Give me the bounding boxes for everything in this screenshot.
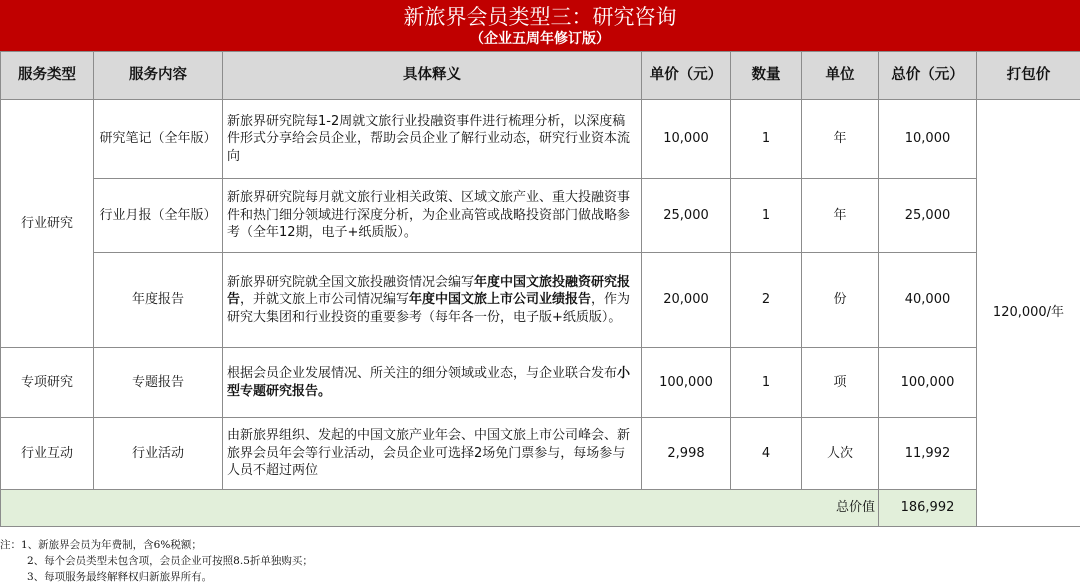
group-industry-research: 行业研究 — [1, 100, 94, 348]
unit-price: 2,998 — [642, 418, 731, 490]
header-quantity: 数量 — [731, 52, 802, 100]
total-price: 10,000 — [879, 100, 977, 179]
footnote-3: 3、每项服务最终解释权归新旅界所有。 — [27, 571, 213, 583]
desc-text: ，并就文旅上市公司情况编写 — [240, 292, 410, 308]
unit: 人次 — [802, 418, 879, 490]
footnotes — [0, 537, 1080, 585]
header-description: 具体释义 — [223, 52, 642, 100]
total-value-label: 总价值 — [1, 490, 879, 527]
service-description: 新旅界研究院每1-2周就文旅行业投融资事件进行梳理分析，以深度稿件形式分享给会员企业，帮助会员企业了解行业动态，研究行业资本流向 — [223, 100, 642, 179]
desc-text: 根据会员企业发展情况、所关注的细分领域或业态，与企业联合发布 — [227, 366, 618, 381]
desc-bold-report-title: 年度中国文旅上市公司业绩报告 — [409, 292, 592, 308]
quantity: 1 — [731, 348, 802, 418]
membership-table — [0, 51, 1080, 527]
package-price: 120,000/年 — [977, 100, 1080, 527]
table-row — [1, 348, 1080, 418]
header-package-price: 打包价 — [977, 52, 1080, 100]
service-content: 年度报告 — [94, 253, 223, 348]
service-description: 新旅界研究院每月就文旅行业相关政策、区域文旅产业、重大投融资事件和热门细分领域进行深度分析，为企业高管或战略投资部门做战略参考（全年12期，电子+纸质版）。 — [223, 179, 642, 253]
group-industry-interaction: 行业互动 — [1, 418, 94, 490]
unit-price: 25,000 — [642, 179, 731, 253]
footnote-1: 注：1、新旅界会员为年费制，含6%税额； — [0, 539, 202, 551]
footnote-2: 2、每个会员类型未包含项，会员企业可按照8.5折单独购买； — [27, 555, 313, 567]
unit-price: 100,000 — [642, 348, 731, 418]
total-value: 186,992 — [879, 490, 977, 527]
desc-bold-report-title: 年度中国文旅投融资研究报告 — [227, 274, 631, 308]
service-content: 专题报告 — [94, 348, 223, 418]
service-description: 由新旅界组织、发起的中国文旅产业年会、中国文旅上市公司峰会、新旅界会员年会等行业活动，会员企业可选择2场免门票参与，每场参与人员不超过两位 — [223, 418, 642, 490]
header-service-content: 服务内容 — [94, 52, 223, 100]
header-total-price: 总价（元） — [879, 52, 977, 100]
title-bar — [0, 0, 1080, 51]
header-unit-price: 单价（元） — [642, 52, 731, 100]
page-subtitle: （企业五周年修订版） — [470, 31, 610, 47]
header-unit: 单位 — [802, 52, 879, 100]
table-row — [1, 418, 1080, 490]
unit-price: 10,000 — [642, 100, 731, 179]
group-special-research: 专项研究 — [1, 348, 94, 418]
desc-bold-report-title: 小型专题研究报告。 — [227, 366, 631, 399]
quantity: 1 — [731, 100, 802, 179]
page-title: 新旅界会员类型三：研究咨询 — [403, 5, 677, 29]
quantity: 1 — [731, 179, 802, 253]
service-content: 行业月报（全年版） — [94, 179, 223, 253]
total-row — [1, 490, 1080, 527]
unit-price: 20,000 — [642, 253, 731, 348]
desc-text: 新旅界研究院就全国文旅投融资情况会编写 — [227, 274, 475, 290]
unit: 年 — [802, 100, 879, 179]
header-service-type: 服务类型 — [1, 52, 94, 100]
table-row — [1, 100, 1080, 179]
quantity: 2 — [731, 253, 802, 348]
service-description — [223, 253, 642, 348]
unit: 项 — [802, 348, 879, 418]
service-description — [223, 348, 642, 418]
total-price: 11,992 — [879, 418, 977, 490]
table-row — [1, 179, 1080, 253]
table-row — [1, 253, 1080, 348]
unit: 年 — [802, 179, 879, 253]
quantity: 4 — [731, 418, 802, 490]
service-content: 研究笔记（全年版） — [94, 100, 223, 179]
service-content: 行业活动 — [94, 418, 223, 490]
unit: 份 — [802, 253, 879, 348]
total-price: 100,000 — [879, 348, 977, 418]
total-price: 25,000 — [879, 179, 977, 253]
total-price: 40,000 — [879, 253, 977, 348]
desc-text: ，作为研究大集团和行业投资的重要参考（每年各一份，电子版+纸质版）。 — [227, 292, 631, 325]
